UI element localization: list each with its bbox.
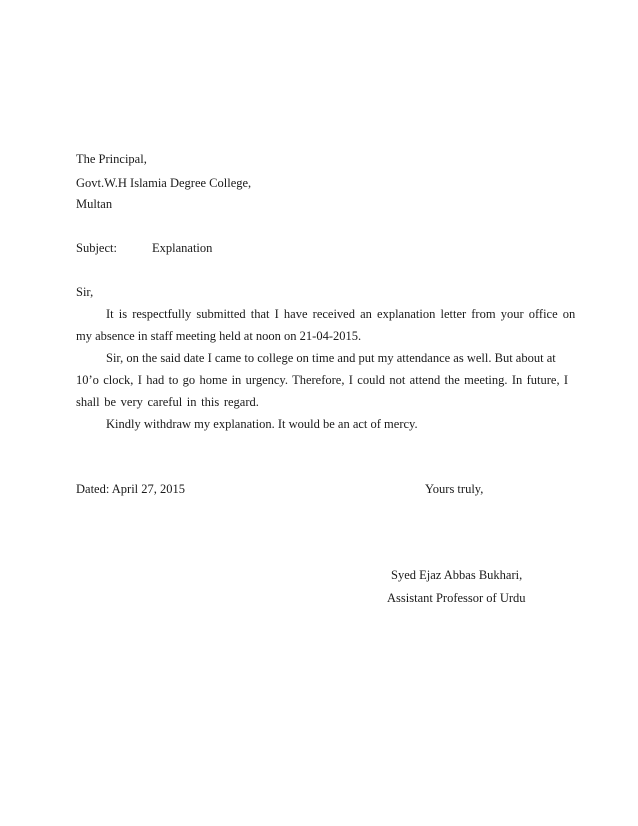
recipient-line-2: Govt.W.H Islamia Degree College, (76, 176, 252, 190)
body-paragraph-2-line-2: 10’o clock, I had to go home in urgency. Therefore, I could not attend the meeting. In future, I (76, 373, 569, 387)
signature-title: Assistant Professor of Urdu (387, 591, 526, 605)
body-paragraph-3-line-1: Kindly withdraw my explanation. It would be an act of mercy. (106, 417, 418, 431)
subject-label: Subject: (76, 241, 117, 255)
recipient-line-1: The Principal, (76, 152, 147, 166)
subject-value: Explanation (152, 241, 213, 255)
date-line: Dated: April 27, 2015 (76, 482, 186, 496)
body-paragraph-2-line-1: Sir, on the said date I came to college on time and put my attendance as well. But about at (106, 351, 556, 365)
salutation: Sir, (76, 285, 94, 299)
body-paragraph-1-line-1: It is respectfully submitted that I have received an explanation letter from your office on (106, 307, 576, 321)
recipient-line-3: Multan (76, 197, 113, 211)
body-paragraph-2-line-3: shall be very careful in this regard. (76, 395, 259, 409)
body-paragraph-1-line-2: my absence in staff meeting held at noon on 21-04-2015. (76, 329, 362, 343)
signature-name: Syed Ejaz Abbas Bukhari, (391, 568, 523, 582)
closing-line: Yours truly, (425, 482, 484, 496)
